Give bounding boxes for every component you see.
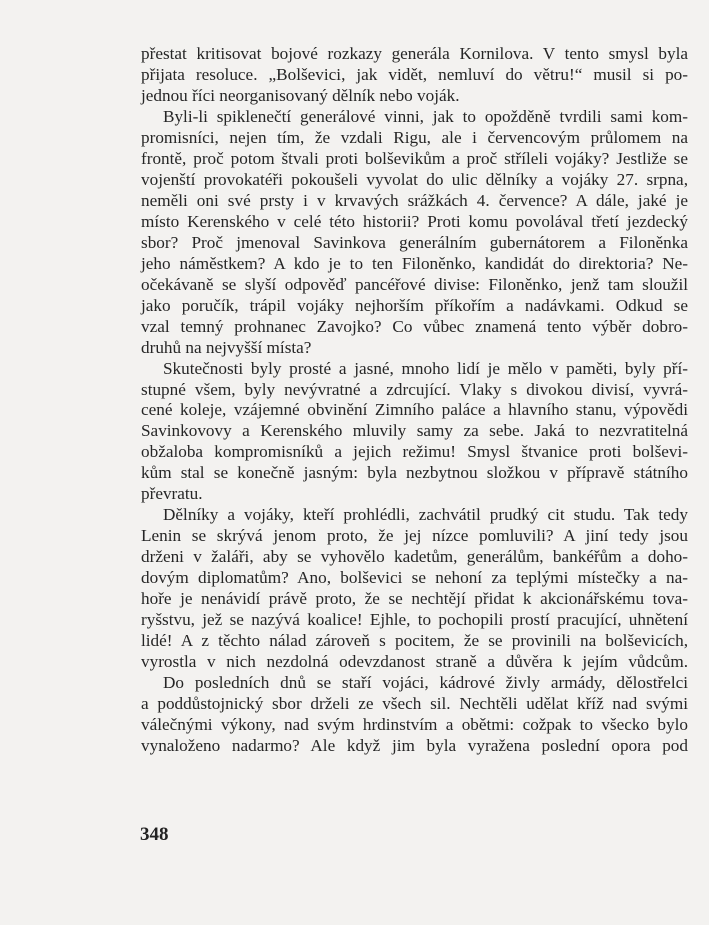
text-line: Byli-li spiklenečtí generálové vinni, jak to opožděně tvrdili sami kom- xyxy=(163,106,688,126)
text-line: stupné všem, byly nevývratné a zdrcující. Vlaky s divokou divisí, vyvrá- xyxy=(141,379,688,399)
text-line: Do posledních dnů se staří vojáci, kádrové živly armády, dělostřelci xyxy=(163,673,688,693)
text-line: ryšstvu, jež se nazývá koalice! Ejhle, to pochopili prostí pracující, uhnětení xyxy=(141,610,688,630)
text-line: vynaloženo nadarmo? Ale když jim byla vyražena poslední opora pod xyxy=(141,735,688,755)
text-line: přestat kritisovat bojové rozkazy generála Kornilova. V tento smysl byla xyxy=(141,44,688,63)
text-line: vojenští provokatéři pokoušeli vyvolat do ulic dělníky a vojáky 27. srpna, xyxy=(141,169,688,189)
text-line: lidé! A z těchto nálad zároveň s pocitem, že se provinili na bolševicích, xyxy=(141,631,688,651)
text-line: neměli oni své prsty i v krvavých srážkách 4. července? A dále, jaké je xyxy=(141,190,688,210)
text-line: kům stal se konečně jasným: byla nezbytnou složkou v přípravě státního xyxy=(141,463,688,483)
text-line: válečnými výkony, nad svým hrdinstvím a obětmi: cožpak to všecko bylo xyxy=(141,715,688,734)
text-line: sbor? Proč jmenoval Savinkova generálním gubernátorem a Filoněnka xyxy=(141,232,688,252)
text-line: jeho náměstkem? A kdo je to ten Filoněnko, kandidát do direktoria? Ne- xyxy=(141,253,688,273)
text-line: očekávaně se slyší odpověď pancéřové divise: Filoněnko, jenž tam sloužil xyxy=(141,274,688,294)
text-line: cené koleje, vzájemné obvinění Zimního paláce a hlavního stanu, výpovědi xyxy=(141,400,688,420)
text-line: druhů na nejvyšší místa? xyxy=(141,337,312,357)
text-line: vzal temný prohnanec Zavojko? Co vůbec znamená tento výběr dobro- xyxy=(141,316,688,336)
text-line: promisníci, nejen tím, že vzdali Rigu, ale i červencovým průlomem na xyxy=(141,127,688,147)
text-line: obžaloba kompromisníků a jejich režimu! Smysl štvanice proti bolševi- xyxy=(141,442,688,462)
text-line: frontě, proč potom štvali proti bolševikům a proč stříleli vojáky? Jestliže se xyxy=(141,148,688,168)
text-line: přijata resoluce. „Bolševici, jak vidět, nemluví do větru!“ musil si po- xyxy=(141,64,688,84)
text-line: hoře je nenávidí právě proto, že se nechtějí přidat k akcionářskému tova- xyxy=(141,589,688,609)
text-line: Lenin se skrývá jenom proto, že jej nízce pomluvili? A jiní tedy jsou xyxy=(141,526,688,546)
text-line: jednou říci neorganisovaný dělník nebo voják. xyxy=(141,85,460,105)
text-line: drženi v žaláři, aby se vyhovělo kadetům, generálům, bankéřům a doho- xyxy=(141,547,688,567)
body-text xyxy=(141,44,688,757)
text-line: místo Kerenského v celé této historii? Proti komu povolával třetí jezdecký xyxy=(141,211,688,231)
text-line: Skutečnosti byly prosté a jasné, mnoho lidí je mělo v paměti, byly pří- xyxy=(163,358,688,378)
page-number: 348 xyxy=(140,824,169,845)
text-line: vyrostla v nich nezdolná odevzdanost straně a důvěra k jejím vůdcům. xyxy=(141,652,688,672)
text-line: jako poručík, trápil vojáky nejhorším příkořím a nadávkami. Odkud se xyxy=(141,295,688,315)
text-line: Savinkovovy a Kerenského mluvily samy za sebe. Jaká to nezvratitelná xyxy=(141,421,688,441)
text-line: a poddůstojnický sbor drželi ze všech sil. Nechtěli udělat kříž nad svými xyxy=(141,694,688,714)
text-line: dovým diplomatům? Ano, bolševici se nehoní za teplými místečky a na- xyxy=(141,568,688,588)
text-line: Dělníky a vojáky, kteří prohlédli, zachvátil prudký cit studu. Tak tedy xyxy=(163,505,688,525)
text-line: převratu. xyxy=(141,484,203,504)
